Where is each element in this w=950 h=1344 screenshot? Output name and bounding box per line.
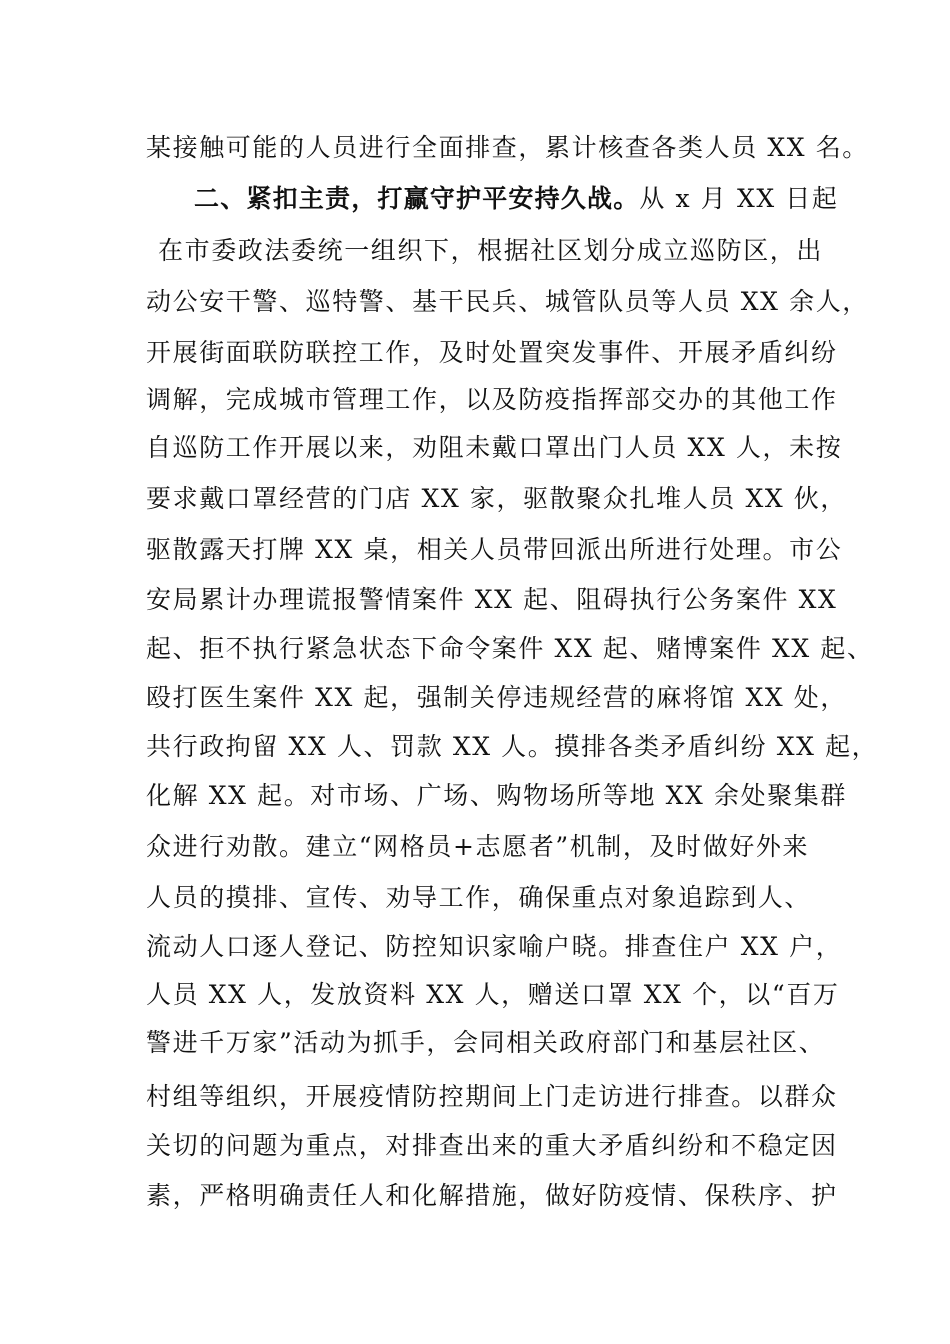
text-line: 动公安干警、巡特警、基干民兵、城管队员等人员 XX 余人，	[146, 287, 869, 316]
text-line: 化解 XX 起。对市场、广场、购物场所等地 XX 余处聚集群	[146, 781, 847, 810]
text-line: 人员的摸排、宣传、劝导工作，确保重点对象追踪到人、	[146, 883, 812, 912]
text-line: 调解，完成城市管理工作，以及防疫指挥部交办的其他工作	[146, 385, 838, 414]
text-line: 某接触可能的人员进行全面排查，累计核查各类人员 XX 名。	[146, 133, 869, 162]
text-line: 开展街面联防联控工作，及时处置突发事件、开展矛盾纠纷	[146, 338, 838, 367]
text-line: 警进千万家”活动为抓手，会同相关政府部门和基层社区、	[146, 1028, 826, 1057]
text-line: 村组等组织，开展疫情防控期间上门走访进行排查。以群众	[146, 1082, 838, 1111]
text-line: 安局累计办理谎报警情案件 XX 起、阻碍执行公务案件 XX	[146, 585, 838, 614]
text-line: 殴打医生案件 XX 起，强制关停违规经营的麻将馆 XX 处，	[146, 683, 847, 712]
text-line: 流动人口逐人登记、防控知识家喻户晓。排查住户 XX 户，	[146, 932, 843, 961]
text-line: 共行政拘留 XX 人、罚款 XX 人。摸排各类矛盾纠纷 XX 起，	[146, 732, 879, 761]
text-line: 自巡防工作开展以来，劝阻未戴口罩出门人员 XX 人，未按	[146, 433, 843, 462]
text-line: 要求戴口罩经营的门店 XX 家，驱散聚众扎堆人员 XX 伙，	[146, 484, 847, 513]
text-line: 驱散露天打牌 XX 桌，相关人员带回派出所进行处理。市公	[146, 535, 843, 564]
section-heading-line	[194, 184, 839, 214]
text-line: 起、拒不执行紧急状态下命令案件 XX 起、赌博案件 XX 起、	[146, 634, 874, 663]
heading-continuation: 从 x 月 XX 日起	[639, 184, 839, 213]
text-line: 众进行劝散。建立“网格员+志愿者”机制，及时做好外来	[146, 832, 810, 861]
text-line: 在市委政法委统一组织下，根据社区划分成立巡防区，出	[158, 236, 824, 265]
text-line: 人员 XX 人，发放资料 XX 人，赠送口罩 XX 个，以“百万	[146, 980, 840, 1009]
text-line: 素，严格明确责任人和化解措施，做好防疫情、保秩序、护	[146, 1181, 838, 1210]
text-line: 关切的问题为重点，对排查出来的重大矛盾纠纷和不稳定因	[146, 1131, 838, 1160]
section-heading: 二、紧扣主责，打赢守护平安持久战。	[194, 184, 640, 213]
